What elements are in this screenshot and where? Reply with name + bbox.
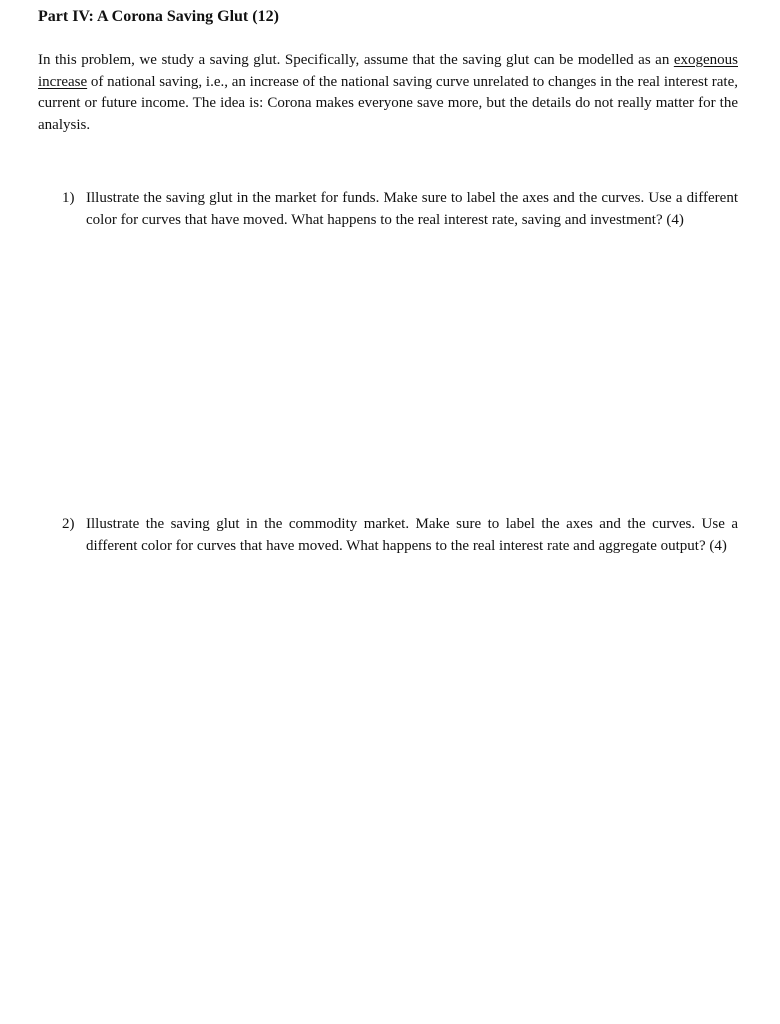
answer-space-1 <box>38 260 738 500</box>
question-2 <box>62 514 738 557</box>
question-1-number: 1) <box>62 190 75 206</box>
intro-text-after: of national saving, i.e., an increase of the national saving curve unrelated to changes in the real interest rate, current or future income. The idea is: Corona makes everyone save more, but the details do not really matter for the analysis. <box>38 73 738 133</box>
intro-text-before: In this problem, we study a saving glut. Specifically, assume that the saving glut can be modelled as an <box>38 52 674 68</box>
intro-paragraph <box>38 50 738 136</box>
answer-space-2 <box>38 590 738 1010</box>
intro-underlined-term: exogenous increase <box>38 52 738 90</box>
question-2-text: Illustrate the saving glut in the commodity market. Make sure to label the axes and the curves. Use a different color for curves that have moved. What happens to the real interest rate and aggregate output? (4) <box>86 516 738 554</box>
question-1-text: Illustrate the saving glut in the market for funds. Make sure to label the axes and the curves. Use a different color for curves that have moved. What happens to the real interest rate, saving and investment? (4) <box>86 190 738 228</box>
section-title: Part IV: A Corona Saving Glut (12) <box>38 8 279 25</box>
question-1 <box>62 188 738 231</box>
question-2-number: 2) <box>62 516 75 532</box>
